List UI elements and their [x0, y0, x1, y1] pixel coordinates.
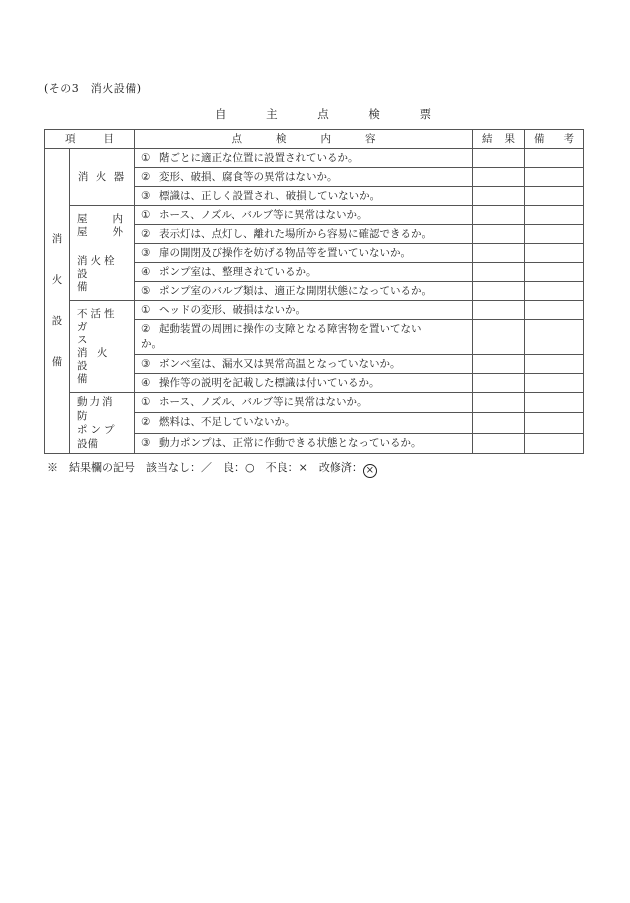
result-cell[interactable] [473, 355, 525, 374]
check-item: ③ 扉の開閉及び操作を妨げる物品等を置いていないか。 [135, 244, 473, 263]
result-cell[interactable] [473, 301, 525, 320]
remarks-cell[interactable] [525, 301, 584, 320]
legend-note [47, 459, 377, 478]
remarks-cell[interactable] [525, 393, 584, 413]
table-header-row [45, 130, 584, 149]
legend-text: ※ 結果欄の記号 該当なし：／ 良：○ 不良：× 改修済： [47, 461, 363, 474]
check-item: ① 階ごとに適正な位置に設置されているか。 [135, 149, 473, 168]
title-char: 自 [214, 107, 227, 121]
circled-x-icon: × [363, 464, 377, 478]
result-cell[interactable] [473, 433, 525, 453]
header-item: 項 目 [45, 130, 135, 149]
check-item: ② 変形、破損、腐食等の異常はないか。 [135, 168, 473, 187]
remarks-cell[interactable] [525, 263, 584, 282]
remarks-cell[interactable] [525, 355, 584, 374]
result-cell[interactable] [473, 206, 525, 225]
remarks-cell[interactable] [525, 282, 584, 301]
title-char: 主 [266, 107, 278, 121]
header-remarks: 備 考 [525, 130, 584, 149]
title-char: 点 [317, 107, 329, 121]
check-item: ③ ボンベ室は、漏水又は異常高温となっていないか。 [135, 355, 473, 374]
check-item: ② 起動装置の周囲に操作の支障となる障害物を置いてない か。 [135, 320, 473, 355]
header-content: 点 検 内 容 [135, 130, 473, 149]
check-item: ① ヘッドの変形、破損はないか。 [135, 301, 473, 320]
group-name-fire-pump: 動力消 防 ポンプ 設備 [70, 393, 135, 454]
remarks-cell[interactable] [525, 374, 584, 393]
remarks-cell[interactable] [525, 413, 584, 433]
group-name-extinguisher: 消 火 器 [70, 149, 135, 206]
result-cell[interactable] [473, 263, 525, 282]
remarks-cell[interactable] [525, 187, 584, 206]
title-char: 検 [368, 107, 380, 121]
category-cell: 消 火 設 備 [45, 149, 70, 454]
check-item: ③ 標識は、正しく設置され、破損していないか。 [135, 187, 473, 206]
result-cell[interactable] [473, 149, 525, 168]
form-subtitle: (その3 消火設備) [44, 82, 142, 95]
result-cell[interactable] [473, 244, 525, 263]
remarks-cell[interactable] [525, 225, 584, 244]
result-cell[interactable] [473, 225, 525, 244]
check-item: ④ 操作等の説明を記載した標識は付いているか。 [135, 374, 473, 393]
table-row [45, 149, 584, 168]
remarks-cell[interactable] [525, 433, 584, 453]
result-cell[interactable] [473, 187, 525, 206]
inspection-table [44, 129, 584, 454]
table-row [45, 393, 584, 413]
check-item: ② 燃料は、不足していないか。 [135, 413, 473, 433]
group-name-inert-gas: 不活性ガ ス 消 火 設 備 [70, 301, 135, 393]
title-char: 票 [419, 107, 432, 121]
result-cell[interactable] [473, 374, 525, 393]
result-cell[interactable] [473, 282, 525, 301]
remarks-cell[interactable] [525, 149, 584, 168]
result-cell[interactable] [473, 413, 525, 433]
page-title [0, 106, 630, 122]
header-result: 結 果 [473, 130, 525, 149]
table-row [45, 206, 584, 225]
group-name-hydrant: 屋 内 屋 外 消火栓設 備 [70, 206, 135, 301]
check-item: ③ 動力ポンプは、正常に作動できる状態となっているか。 [135, 433, 473, 453]
result-cell[interactable] [473, 168, 525, 187]
result-cell[interactable] [473, 320, 525, 355]
check-item: ④ ポンプ室は、整理されているか。 [135, 263, 473, 282]
remarks-cell[interactable] [525, 244, 584, 263]
check-item: ② 表示灯は、点灯し、離れた場所から容易に確認できるか。 [135, 225, 473, 244]
check-item: ⑤ ポンプ室のバルブ類は、適正な開閉状態になっているか。 [135, 282, 473, 301]
remarks-cell[interactable] [525, 320, 584, 355]
table-row [45, 301, 584, 320]
check-item: ① ホース、ノズル、バルブ等に異常はないか。 [135, 393, 473, 413]
result-cell[interactable] [473, 393, 525, 413]
check-item: ① ホース、ノズル、バルブ等に異常はないか。 [135, 206, 473, 225]
remarks-cell[interactable] [525, 168, 584, 187]
remarks-cell[interactable] [525, 206, 584, 225]
